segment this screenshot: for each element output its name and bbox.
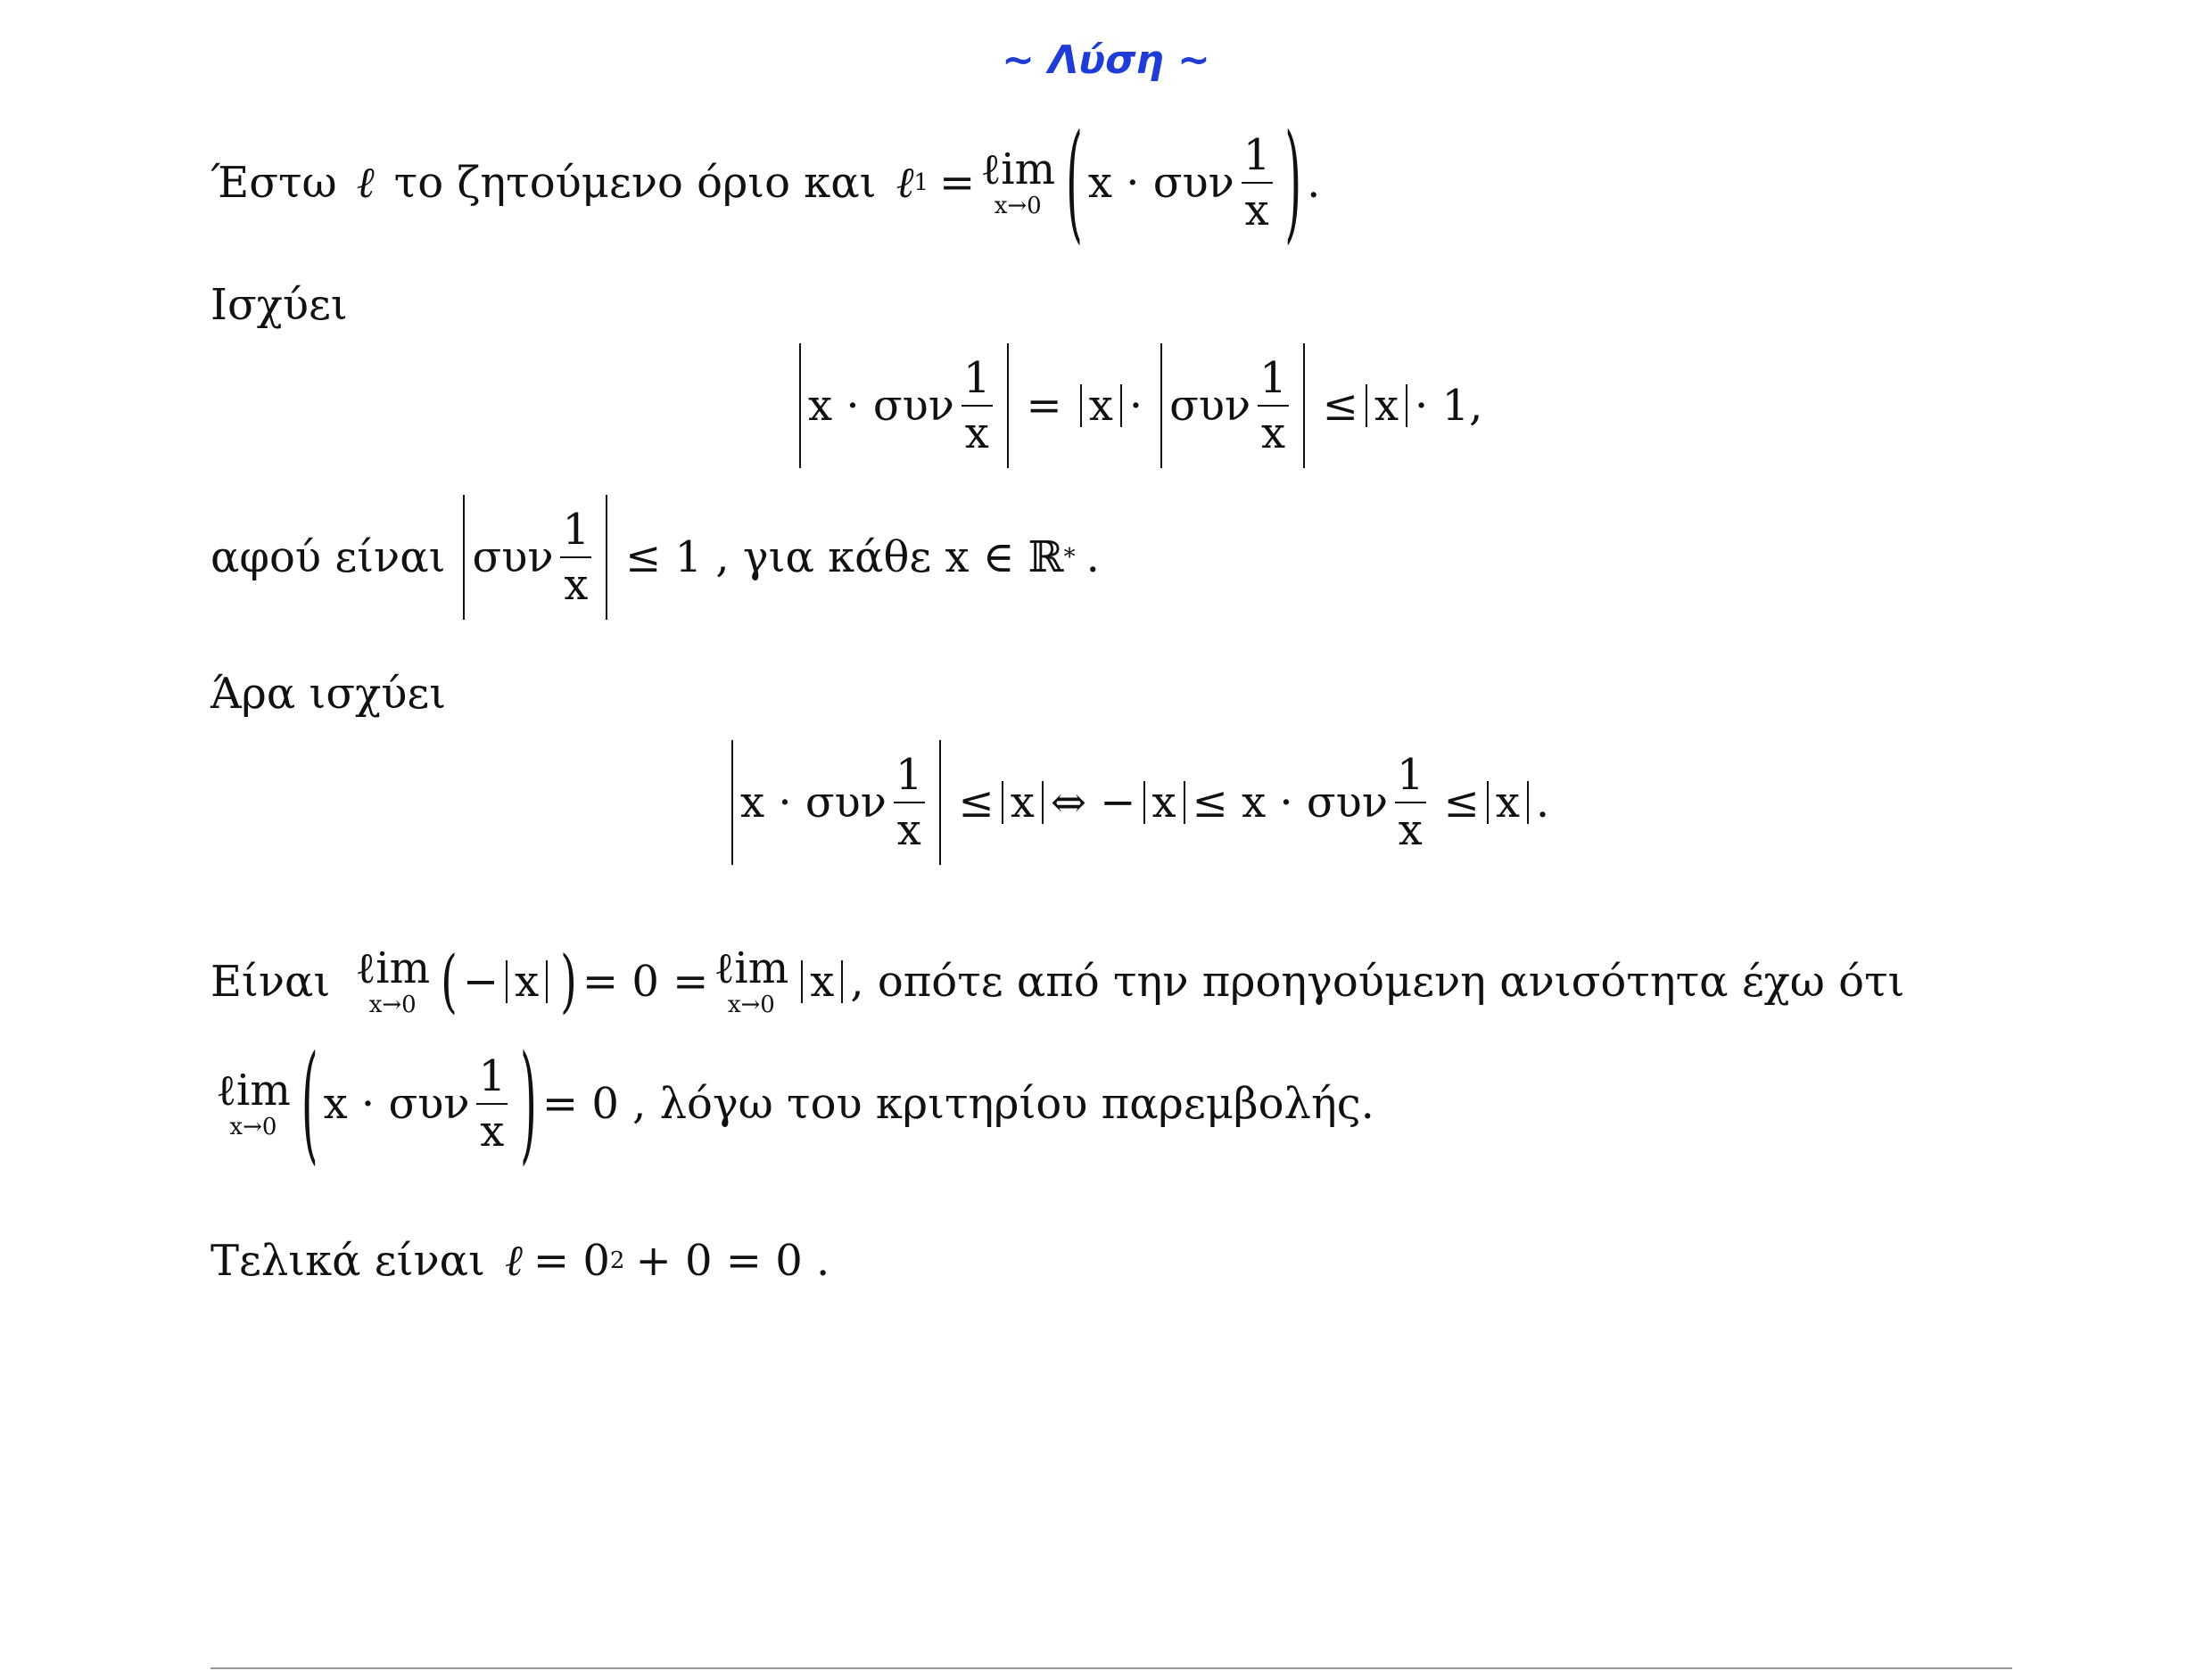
fraction-denominator: x <box>1242 182 1273 232</box>
fraction-denominator: x <box>476 1103 508 1153</box>
abs-bar <box>731 740 733 865</box>
abs-bar <box>799 343 801 468</box>
abs-bar <box>1042 781 1044 824</box>
abs-bar <box>1002 781 1003 824</box>
subscript-1: 1 <box>913 169 929 196</box>
final-line <box>210 1236 830 1286</box>
syn: συν <box>1169 381 1251 431</box>
abs-bar <box>1120 384 1122 427</box>
left-paren: ( <box>441 942 458 1022</box>
iff-minus: ⇔ − <box>1050 778 1136 827</box>
fraction-numerator: 1 <box>562 505 590 555</box>
abs-x: x <box>810 957 835 1007</box>
inequality-display-2 <box>724 740 1549 865</box>
solution-heading: ~ Λύση ~ <box>1002 37 1210 83</box>
abs-bar <box>1527 781 1529 824</box>
text-estw: Έστω <box>210 158 337 208</box>
lim-text: ℓim <box>216 1066 291 1115</box>
abs-bar <box>606 495 607 620</box>
abs-bar <box>1080 384 1082 427</box>
period: . <box>1307 158 1321 208</box>
abs-x: x <box>515 957 540 1007</box>
symbol-ell: ℓ <box>356 158 375 208</box>
fraction <box>1240 130 1275 235</box>
x-cdot-syn: x · συν <box>740 778 887 827</box>
x-cdot-syn: x · συν <box>1087 158 1234 208</box>
einai-limits-line <box>210 942 1905 1022</box>
lim-text: ℓim <box>714 943 789 993</box>
abs-bar <box>1406 384 1407 427</box>
superscript-star: * <box>1063 544 1076 571</box>
text-telika: Τελικά είναι <box>210 1236 485 1286</box>
equals-zero: = 0 <box>532 1236 610 1286</box>
right-paren: ) <box>560 942 577 1022</box>
abs-x: x <box>1495 778 1520 827</box>
abs-bar <box>801 960 803 1003</box>
fraction-denominator: x <box>962 405 993 455</box>
le-sign: ≤ <box>958 778 995 827</box>
text-einai: Είναι <box>210 957 331 1007</box>
definition-line <box>210 108 1321 258</box>
limit-operator <box>980 144 1056 219</box>
text-zitoumeno: το ζητούμενο όριο και <box>393 158 877 208</box>
lim-subscript: x→0 <box>994 193 1042 219</box>
fraction-denominator: x <box>1395 802 1426 852</box>
afou-line <box>210 495 1100 620</box>
times-one: · 1, <box>1415 381 1483 431</box>
abs-bar <box>1303 343 1305 468</box>
fraction-numerator: 1 <box>1242 130 1271 180</box>
cdot: · <box>1128 381 1143 431</box>
syn: συν <box>472 532 554 582</box>
fraction <box>559 505 594 610</box>
fraction <box>475 1051 510 1157</box>
le-sign: ≤ <box>1322 381 1358 431</box>
text-squeeze: = 0 , λόγω του κριτηρίου παρεμβολής. <box>541 1079 1374 1129</box>
abs-bar <box>1184 781 1185 824</box>
period: . <box>1085 532 1100 582</box>
le-sign: ≤ <box>1443 778 1480 827</box>
fraction <box>892 750 927 855</box>
lim-subscript: x→0 <box>368 992 417 1018</box>
equals-sign: = <box>1026 381 1062 431</box>
fraction-denominator: x <box>894 802 925 852</box>
fraction <box>960 353 995 458</box>
abs-bar <box>939 740 941 865</box>
fraction-numerator: 1 <box>895 750 923 800</box>
lim-text: ℓim <box>980 144 1056 194</box>
footer-divider <box>210 1667 2012 1669</box>
fraction-numerator: 1 <box>1397 750 1424 800</box>
fraction <box>1393 750 1428 855</box>
text-ara: Άρα ισχύει <box>210 669 447 719</box>
abs-bar <box>546 960 548 1003</box>
text-afou: αφού είναι <box>210 532 446 582</box>
fraction-numerator: 1 <box>962 353 991 403</box>
minus-sign: − <box>462 957 499 1007</box>
fraction-denominator: x <box>560 556 591 606</box>
x-cdot-syn: x · συν <box>323 1079 470 1129</box>
limit-operator <box>714 943 789 1018</box>
fraction-numerator: 1 <box>478 1051 507 1101</box>
left-paren: ( <box>1066 108 1083 258</box>
abs-bar <box>463 495 465 620</box>
equals-zero: = 0 = <box>582 957 709 1007</box>
lim-subscript: x→0 <box>229 1114 277 1140</box>
equals-sign: = <box>939 158 976 208</box>
final-result: + 0 = 0 . <box>635 1236 830 1286</box>
abs-bar <box>1366 384 1367 427</box>
fraction-denominator: x <box>1258 405 1289 455</box>
abs-x: x <box>1151 778 1176 827</box>
right-paren: ) <box>1284 108 1302 258</box>
x-cdot-syn: x · συν <box>808 381 954 431</box>
abs-x: x <box>1374 381 1399 431</box>
isxyei-line <box>210 280 348 330</box>
limit-result-line <box>210 1029 1374 1179</box>
abs-bar <box>1007 343 1009 468</box>
abs-bar <box>1143 781 1145 824</box>
bound-text: ≤ 1 , για κάθε x ∈ ℝ <box>625 532 1064 582</box>
text-isxyei: Ισχύει <box>210 280 348 330</box>
fraction <box>1256 353 1291 458</box>
symbol-ell: ℓ <box>504 1236 523 1286</box>
abs-bar <box>841 960 843 1003</box>
superscript-2: 2 <box>609 1247 625 1274</box>
abs-bar <box>506 960 508 1003</box>
abs-x: x <box>1010 778 1035 827</box>
abs-bar <box>1160 343 1162 468</box>
ara-line <box>210 669 447 719</box>
limit-operator <box>216 1066 291 1140</box>
inequality-display-1 <box>792 343 1482 468</box>
limit-operator <box>355 943 431 1018</box>
mid-expression: ≤ x · συν <box>1192 778 1389 827</box>
abs-bar <box>1487 781 1489 824</box>
abs-x: x <box>1088 381 1113 431</box>
left-paren: ( <box>301 1029 318 1179</box>
text-opote: , οπότε από την προηγούμενη ανισότητα έχω ότι <box>850 957 1905 1007</box>
right-paren: ) <box>520 1029 537 1179</box>
lim-subscript: x→0 <box>727 992 775 1018</box>
lim-text: ℓim <box>355 943 431 993</box>
period: . <box>1535 778 1550 827</box>
symbol-ell1: ℓ <box>896 158 914 208</box>
fraction-numerator: 1 <box>1259 353 1287 403</box>
